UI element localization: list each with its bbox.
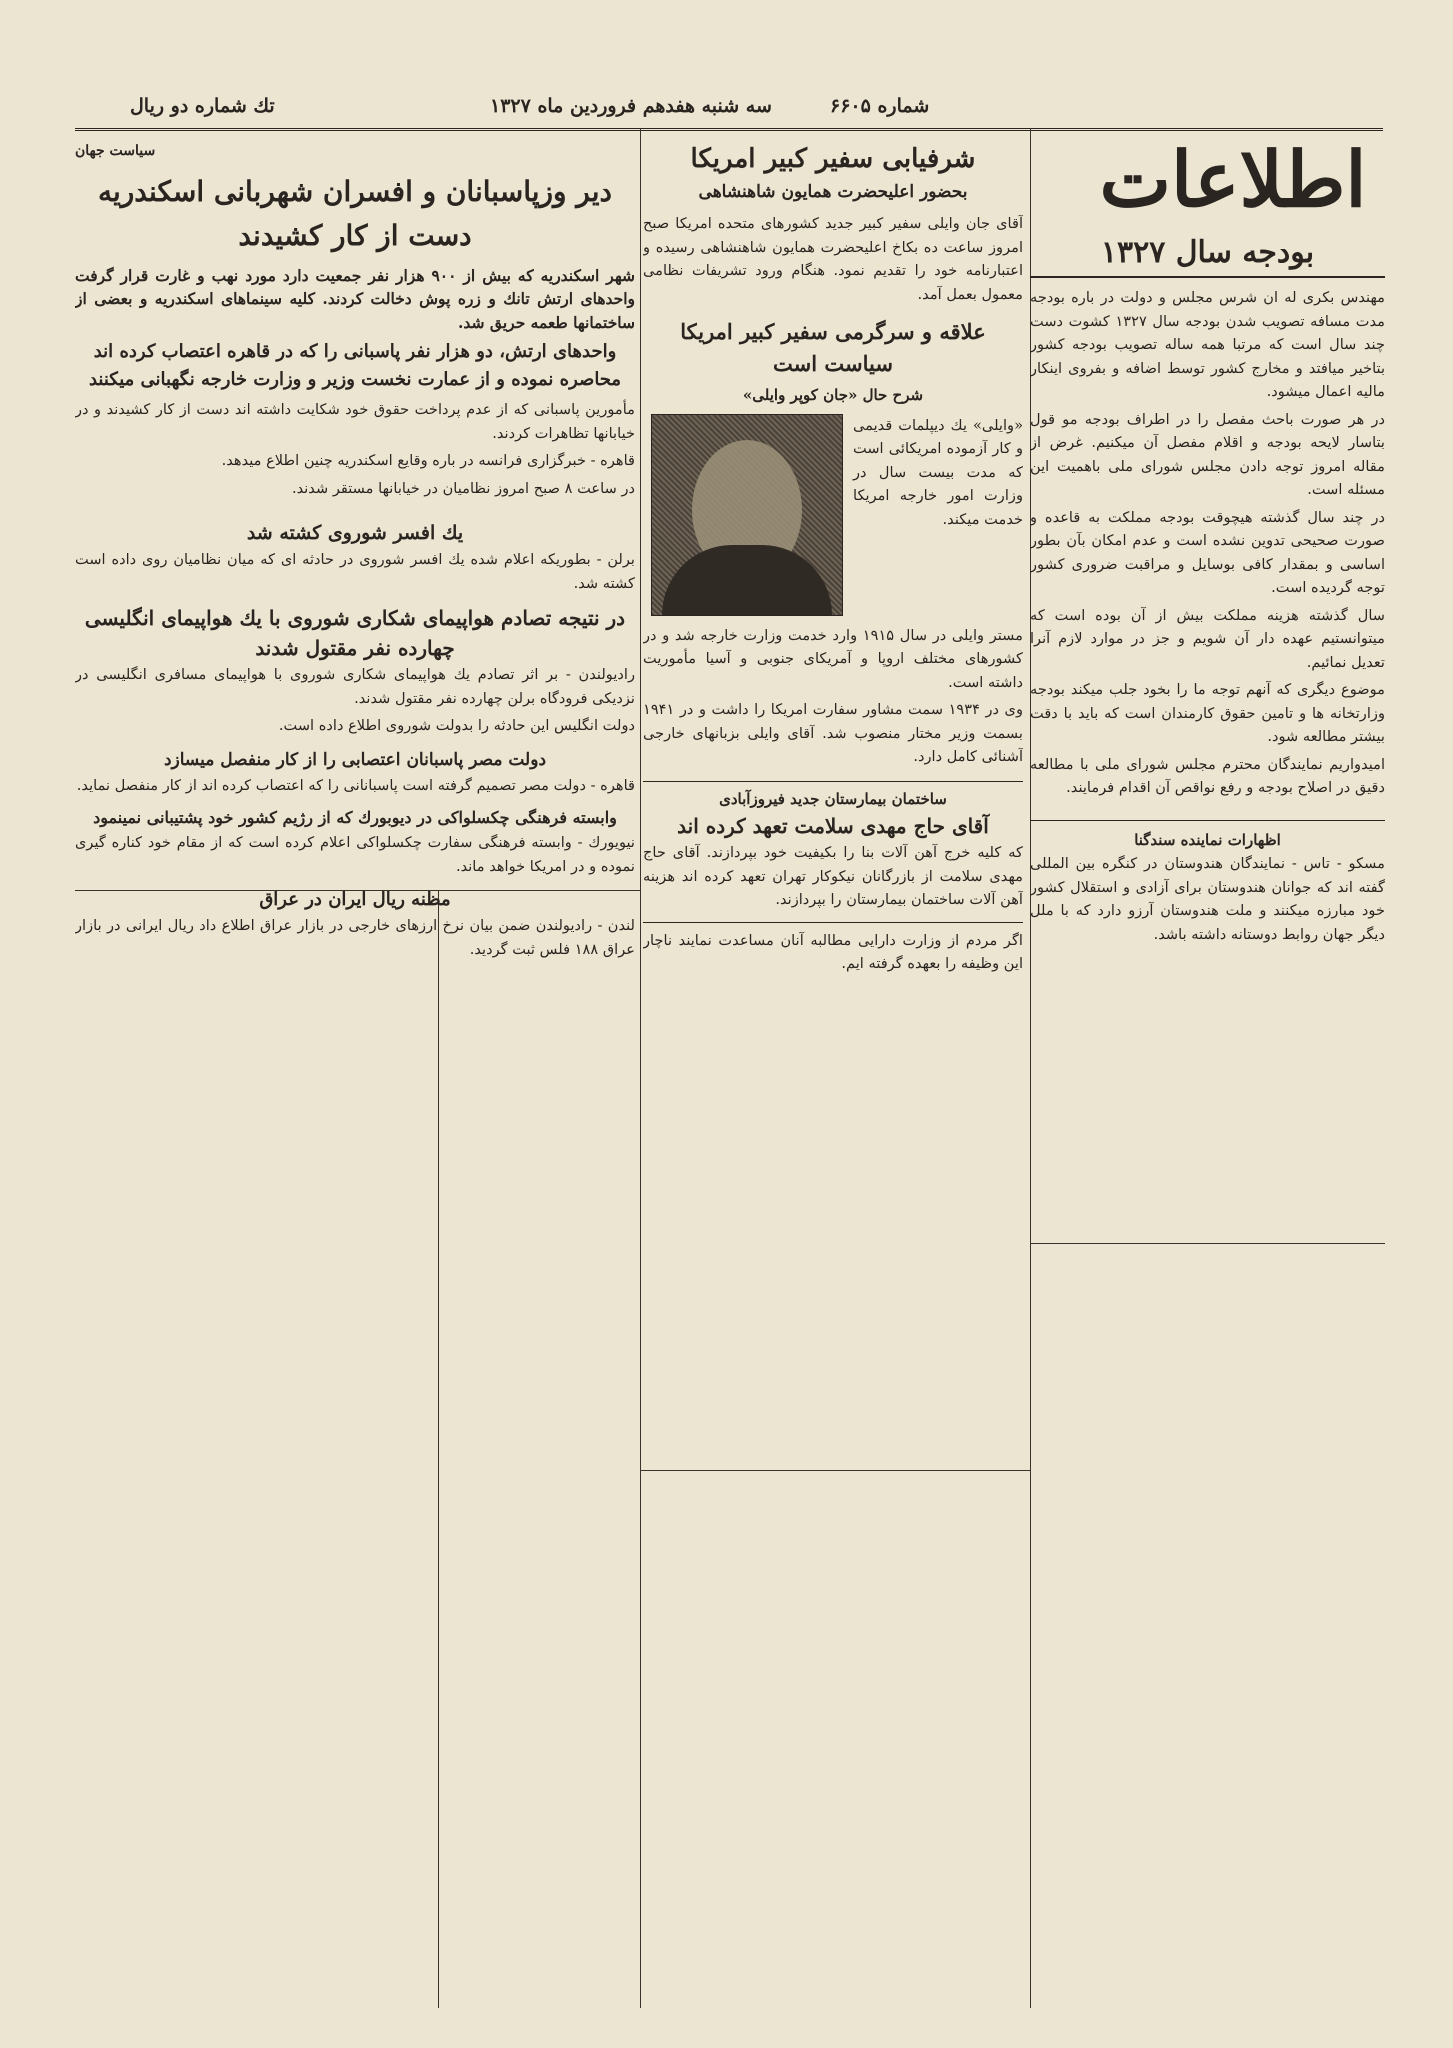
paragraph: موضوع ديگرى كه آنهم توجه ما را بخود جلب ميكند بودجه وزارتخانه ها و تامين حقوق كارمندان است كه بايد با دقت بيشتر مطالعه شود. [1030,681,1385,745]
paragraph: دولت انگليس اين حادثه را بدولت شوروى اطلاع داده است. [278,717,635,734]
ambassador-subtitle: بحضور اعليحضرت همايون شاهنشاهى [698,182,968,202]
headline: دولت مصر پاسبانان اعتصابى را از كار منفصل ميسازد [163,749,547,770]
footnote: اگر مردم از وزارت دارايى مطالبه آنان مساعدت نمايند ناچار اين وظيفه را بعهده گرفته ايم. [643,922,1023,976]
hospital-subheading: ساختمان بيمارستان جديد فيروزآبادى [719,789,947,808]
portrait-suit [662,545,832,615]
hospital-heading: آقاى حاج مهدى سلامت تعهد كرده اند [677,814,989,838]
column-rule [640,128,641,2008]
paragraph: لندن - راديولندن ضمن بيان نرخ ارزهاى خارجى در بازار عراق اطلاع داد ريال ايرانى در بازار عراق ۱۸۸ فلس ثبت گرديد. [75,917,635,958]
paragraph: اميدواريم نمايندگان محترم مجلس شوراى ملى با مطالعه دقيق در اصلاح بودجه و رفع نواقص آن اقدام فرمايند. [1030,755,1385,796]
price-label: تك شماره دو ريال [130,95,275,117]
photo-area [643,414,1023,624]
paragraph: مأمورين پاسبانى كه از عدم پرداخت حقوق خود شكايت داشته اند دست از كار كشيدند و در خيابانها تظاهرات كردند. [75,401,635,442]
issue-number: شماره ۶۶۰۵ [830,95,930,117]
paragraph: مهندس بكرى له ان شرس مجلس و دولت در باره بودجه مدت مسافه تصویب شدن بودجه سال ۱۳۲۷ كشوت دست چند سال است که مرتبا همه ساله تصويب بودجه كشور بتاخير ميافتد و مخارج كشور توسط اضافه و بفروى اينكار ماليه اعمال ميشود. [1030,289,1385,400]
portrait-photo [651,414,843,616]
headline: در نتيجه تصادم هواپيماى شكارى شوروى با يك هواپيماى انگليسى چهارده نفر مقتول شدند [84,606,626,660]
alexandria-title: دير وزپاسبانان و افسران شهربانى اسكندريه دست از كار كشيدند [97,174,613,252]
paragraph: «وايلى» يك ديپلمات قديمى و كار آزموده امريكائى است كه مدت بيست سال در وزارت امور خارجه امريكا خدمت ميكند. [853,416,1023,528]
biography-subheading: شرح حال «جان كوپر وايلى» [742,386,924,404]
paragraph: در ساعت ۸ صبح امروز نظاميان در خيابانها مستقر شدند. [291,479,635,497]
ambassador-column [643,140,1023,2000]
paragraph: راديولندن - بر اثر تصادم يك هواپيماى شكارى شوروى با هواپيماى مسافرى انگليسى در نزديكى فرودگاه برلن چهارده نفر مقتول شدند. [75,666,635,707]
header-bar [130,95,1273,121]
paragraph: مسكو - تاس - نمايندگان هندوستان در كنگره بين المللى گفته اند كه جوانان هندوستان براى آزادى و استقلال كشور خود مبارزه ميكنند و ملت هندوستان آرزو دارد كه با ملل ديگر جهان روابط دوستانه داشته باشد. [1030,855,1385,943]
paragraph: برلن - بطوريكه اعلام شده يك افسر شوروى در حادثه اى كه ميان نظاميان روى داده است كشته شد. [75,551,635,592]
headline: مظنه ريال ايران در عراق [259,889,451,910]
paragraph: نيويورك - وابسته فرهنگى سفارت چكسلواكى اعلام كرده است كه از مقام خود كناره گيرى نموده و در امريكا خواهد ماند. [75,834,635,875]
headline: وابسته فرهنگى چكسلواكى در ديوبورك كه از رژيم كشور خود پشتيبانى نمينمود [93,808,617,827]
paragraph: در هر صورت باحث مفصل را در اطراف بودجه مو قول بتاسار لايحه بودجه و اقلام مفصل آن ميكنيم. غرض از مقاله امروز توجه دادن مجلس شوراى ملى باهميت اين مسئله است. [1030,410,1385,498]
budget-title: بودجه سال ۱۳۲۷ [1030,230,1385,278]
lead-paragraph: واحدهاى ارتش، دو هزار نفر پاسبانى را كه در قاهره اعتصاب كرده اند محاصره نموده و از عمارت نخست وزير و وزارت خارجه نگهبانى ميكنند [88,341,622,390]
paragraph: وى در ۱۹۳۴ سمت مشاور سفارت امريكا را داشت و در ۱۹۴۱ بسمت وزير مختار منصوب شد. آقاى وايلى بزبانهاى خارجى آشنائى كامل دارد. [643,701,1023,765]
masthead: اطلاعات [1099,135,1367,224]
paragraph: آقاى جان وايلى سفير كبير جديد كشورهاى متحده امريكا صبح امروز ساعت ده بكاخ اعليحضرت همايون شاهنشاهى رسيده و اعتبارنامه خود را تقديم نمود. هنگام ورود تشريفات نظامى معمول بعمل آمد. [643,215,1023,303]
lead-paragraph: شهر اسكندريه كه بيش از ۹۰۰ هزار نفر جمعيت دارد مورد نهب و غارت قرار گرفت واحدهاى ارتش تانك و زره پوش دخالت كردند. كليه سينماهاى اسكندريه و بعضى از ساختمانها طعمه حريق شد. [75,265,635,332]
hospital-section [643,781,1023,912]
paragraph: مستر وايلى در سال ۱۹۱۵ وارد خدمت وزارت خارجه شد و در كشورهاى مختلف اروپا و آمريكاى جنوبى و آسيا مأموريت داشته است. [643,626,1023,691]
paragraph: سال گذشته هزينه مملكت بيش از آن بوده است كه ميتوانستيم عهده دار آن شويم و جز در موارد لازم آنرا تعديل نمائيم. [1030,606,1385,671]
box-section [1030,820,1385,947]
box-title: اظهارات نماينده سندگنا [1134,830,1281,849]
headline: يك افسر شوروى كشته شد [246,522,464,544]
paragraph: قاهره - دولت مصر تصميم گرفته است پاسبانانى را كه اعتصاب كرده اند از كار منفصل نمايد. [76,776,635,794]
budget-column [1030,230,1385,2000]
paragraph: در چند سال گذشته هيچوقت بودجه مملكت به قاعده و صورت صحيحى تدوين نشده است و عدم امكان بآن بطور اساسى و بمقدار كافى بوسايل و مراقبت ضرورى كشور توجه گرديده است. [1030,508,1385,596]
ambassador-title: شرفيابى سفير كبير امريكا [690,144,976,174]
interest-heading: علاقه و سرگرمى سفير كبير امريكا سياست است [680,319,986,376]
paragraph: كه كليه خرج آهن آلات بنا را بكيفيت خود بپردازند. آقاى حاج مهدى سلامت از بازرگانان نيكوكار تهران تعهد كرده اند هزينه آهن آلات ساختمان بيمارستان را بپردازند. [643,844,1023,908]
section-label: سياست جهان [75,143,156,159]
paragraph: قاهره - خبرگزارى فرانسه در باره وقايع اسكندريه چنين اطلاع ميدهد. [221,452,635,469]
date-label: سه شنبه هفدهم فروردين ماه ۱۳۲۷ [490,95,772,117]
header-rule [75,128,1383,131]
world-politics-column [75,140,635,2000]
